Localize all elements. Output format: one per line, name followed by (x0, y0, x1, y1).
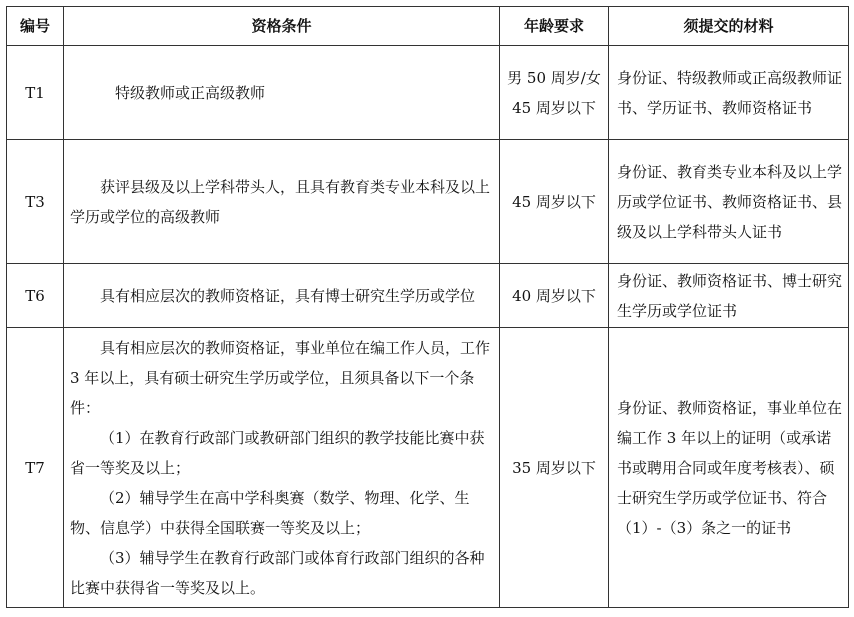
row-materials: 身份证、教育类专业本科及以上学历或学位证书、教师资格证书、县级及以上学科带头人证书 (609, 140, 849, 264)
row-materials: 身份证、教师资格证，事业单位在编工作 3 年以上的证明（或承诺书或聘用合同或年度考核表）、硕士研究生学历或学位证书、符合（1）-（3）条之一的证书 (609, 328, 849, 608)
table-row (7, 328, 849, 608)
row-materials: 身份证、教师资格证书、博士研究生学历或学位证书 (609, 264, 849, 328)
row-code: T6 (7, 264, 64, 328)
condition-item-3: （3）辅导学生在教育行政部门或体育行政部门组织的各种比赛中获得省一等奖及以上。 (70, 548, 485, 597)
row-code: T7 (7, 328, 64, 608)
row-code: T3 (7, 140, 64, 264)
table-row (7, 46, 849, 140)
row-age: 35 周岁以下 (500, 328, 609, 608)
row-code: T1 (7, 46, 64, 140)
row-age: 40 周岁以下 (500, 264, 609, 328)
header-age: 年龄要求 (500, 7, 609, 46)
condition-text: 具有相应层次的教师资格证，事业单位在编工作人员，工作 3 年以上，具有硕士研究生学历或学位，且须具备以下一个条件： (70, 338, 491, 417)
row-condition (64, 328, 500, 608)
row-age: 45 周岁以下 (500, 140, 609, 264)
row-age: 男 50 周岁/女 45 周岁以下 (500, 46, 609, 140)
condition-text: 具有相应层次的教师资格证，具有博士研究生学历或学位 (100, 286, 476, 305)
header-row (7, 7, 849, 46)
table-row (7, 140, 849, 264)
header-condition: 资格条件 (64, 7, 500, 46)
row-condition (64, 140, 500, 264)
header-materials: 须提交的材料 (609, 7, 849, 46)
header-code: 编号 (7, 7, 64, 46)
condition-text: 获评县级及以上学科带头人，且具有教育类专业本科及以上学历或学位的高级教师 (70, 177, 491, 226)
row-condition (64, 264, 500, 328)
row-materials: 身份证、特级教师或正高级教师证书、学历证书、教师资格证书 (609, 46, 849, 140)
condition-item-1: （1）在教育行政部门或教研部门组织的教学技能比赛中获省一等奖及以上； (70, 428, 485, 477)
condition-text: 特级教师或正高级教师 (115, 83, 266, 102)
condition-item-2: （2）辅导学生在高中学科奥赛（数学、物理、化学、生物、信息学）中获得全国联赛一等奖及以上； (70, 488, 470, 537)
table-row (7, 264, 849, 328)
row-condition (64, 46, 500, 140)
qualification-table (6, 6, 849, 608)
